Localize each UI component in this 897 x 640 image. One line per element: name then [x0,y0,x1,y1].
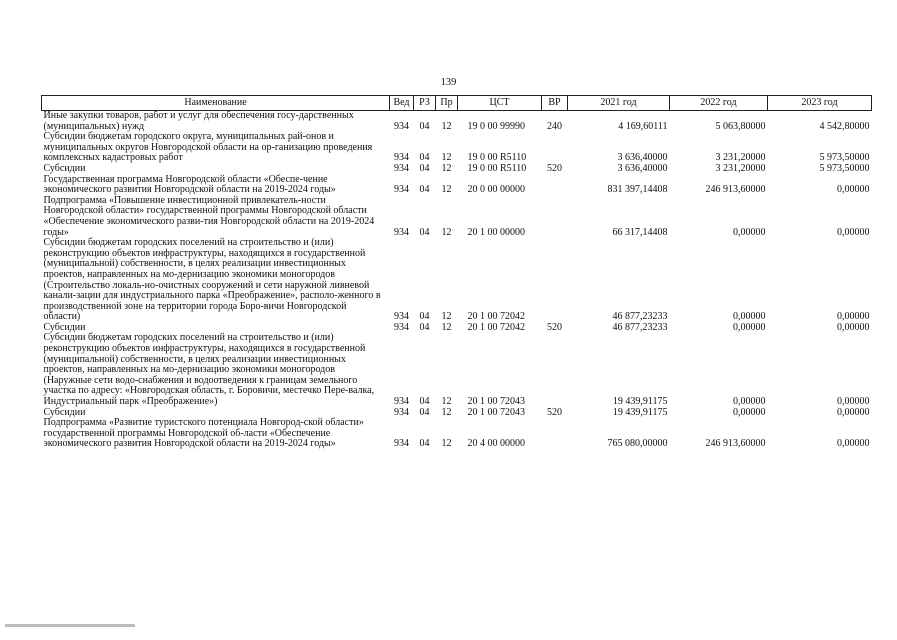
row-ved: 934 [394,311,409,323]
row-amount-2023: 0,00000 [837,438,870,450]
row-rz: 04 [419,184,430,196]
row-pr: 12 [441,162,452,174]
row-amount-2021: 46 877,23233 [612,311,668,323]
row-ved: 934 [394,162,409,174]
row-cst: 19 0 00 R5110 [467,162,527,174]
row-amount-2022: 5 063,80000 [715,120,766,132]
table-row [42,132,872,164]
row-vr [542,333,568,407]
row-amount-2023: 0,00000 [837,226,870,238]
header-2021: 2021 год [568,96,670,111]
row-pr: 12 [441,321,452,333]
row-name: Иные закупки товаров, работ и услуг для обеспечения госу-дарственных (муниципальных) нужд [43,110,354,132]
row-vr: 520 [547,162,562,174]
row-amount-2023: 5 973,50000 [819,162,870,174]
row-amount-2021: 19 439,91175 [612,396,668,408]
table-row [42,175,872,196]
row-amount-2021: 4 169,60111 [618,120,668,132]
header-rz: РЗ [414,96,436,111]
row-ved: 934 [394,184,409,196]
row-ved: 934 [394,152,409,164]
row-pr: 12 [441,120,452,132]
row-cst: 20 1 00 72042 [467,311,525,323]
row-cst: 20 1 00 72043 [467,406,525,418]
row-amount-2022: 0,00000 [733,406,766,418]
row-amount-2022: 3 231,20000 [715,152,766,164]
budget-table [41,95,872,450]
table-row [42,333,872,407]
row-name: Субсидии [43,162,86,174]
row-ved: 934 [394,226,409,238]
row-cst: 20 1 00 72042 [467,321,525,333]
header-pr: Пр [436,96,458,111]
row-ved: 934 [394,396,409,408]
row-amount-2022: 0,00000 [733,321,766,333]
table-row [42,164,872,175]
row-amount-2023: 4 542,80000 [819,120,870,132]
row-pr: 12 [441,396,452,408]
bottom-scan-line [5,624,135,627]
row-cst: 20 1 00 00000 [467,226,525,238]
table-header-row [42,96,872,111]
row-cst: 20 0 00 00000 [467,184,525,196]
row-rz: 04 [419,321,430,333]
row-ved: 934 [394,406,409,418]
row-vr: 520 [547,321,562,333]
row-ved: 934 [394,438,409,450]
row-name: Субсидии бюджетам городских поселений на строительство и (или) реконструкцию объектов инфраструктуры, находящихся в государственной (муниципальной) собственности, в целях реализации инвестиционных проектов, направленных на мо-дернизацию экономики моногородов (Строительство локаль-но-очистных сооружений и сети наружной ливневой канали-зации для индустриального парка «Преображение», располо-женного в производственной зоне на территории города Боро-вичи Новгородской области) [43,237,381,323]
row-pr: 12 [441,184,452,196]
row-vr [542,175,568,196]
row-amount-2022: 246 913,60000 [705,184,766,196]
row-name: Подпрограмма «Повышение инвестиционной привлекатель-ности Новгородской области» государственной программы Новгородской области «Обеспечение экономического разви-тия Новгородской области на 2019-2024 годы» [43,194,375,238]
row-rz: 04 [419,152,430,164]
row-name: Государственная программа Новгородской области «Обеспе-чение экономического развития Новгородской области на 2019-2024 годы» [43,173,336,196]
row-amount-2023: 0,00000 [837,396,870,408]
row-amount-2021: 3 636,40000 [617,152,668,164]
row-name: Субсидии бюджетам городских поселений на строительство и (или) реконструкцию объектов инфраструктуры, находящихся в государственной (муниципальной) собственности, в целях реализации инвестиционных проектов, направленных на мо-дернизацию экономики моногородов (Наружные сети водо-снабжения и водоотведения к границам земельного участка по адресу: «Новгородская область, г. Боровичи, местечко Пере-валка, Индустриальный парк «Преображение») [43,332,375,408]
row-pr: 12 [441,438,452,450]
row-amount-2022: 0,00000 [733,226,766,238]
row-rz: 04 [419,396,430,408]
row-vr [542,418,568,450]
row-pr: 12 [441,406,452,418]
row-amount-2021: 3 636,40000 [617,162,668,174]
table-body [42,111,872,451]
row-rz: 04 [419,311,430,323]
row-amount-2021: 66 317,14408 [612,226,668,238]
row-rz: 04 [419,438,430,450]
row-pr: 12 [441,226,452,238]
row-rz: 04 [419,162,430,174]
row-cst: 19 0 00 R5110 [467,152,527,164]
table-row [42,111,872,133]
row-name: Субсидии бюджетам городского округа, муниципальных рай-онов и муниципальных округов Новгородской области на ор-ганизацию проведения комплексных кадастровых работ [43,131,373,164]
header-2023: 2023 год [768,96,872,111]
row-amount-2023: 0,00000 [837,184,870,196]
page-number: 139 [440,77,457,88]
row-cst: 20 1 00 72043 [467,396,525,408]
row-vr [542,238,568,323]
row-amount-2022: 246 913,60000 [705,438,766,450]
row-amount-2021: 19 439,91175 [612,406,668,418]
row-amount-2023: 0,00000 [837,406,870,418]
header-name: Наименование [42,96,390,111]
row-amount-2021: 46 877,23233 [612,321,668,333]
row-amount-2022: 3 231,20000 [715,162,766,174]
row-vr [542,196,568,238]
table-row [42,196,872,238]
row-amount-2023: 5 973,50000 [819,152,870,164]
row-ved: 934 [394,321,409,333]
header-ved: Вед [390,96,414,111]
row-ved: 934 [394,120,409,132]
table-row [42,238,872,323]
row-pr: 12 [441,152,452,164]
row-name: Субсидии [43,406,86,418]
row-rz: 04 [419,226,430,238]
header-2022: 2022 год [670,96,768,111]
row-amount-2022: 0,00000 [733,396,766,408]
row-vr: 520 [547,406,562,418]
row-amount-2021: 765 080,00000 [607,438,668,450]
header-cst: ЦСТ [458,96,542,111]
row-cst: 19 0 00 99990 [467,120,525,132]
row-rz: 04 [419,406,430,418]
row-vr: 240 [547,120,562,132]
table-row [42,418,872,450]
row-rz: 04 [419,120,430,132]
row-name: Подпрограмма «Развитие туристского потенциала Новгород-ской области» государственной программы Новгородской об-ласти «Обеспечение экономического развития Новгородской области на 2019-2024 годы» [43,417,364,450]
row-amount-2023: 0,00000 [837,311,870,323]
row-cst: 20 4 00 00000 [467,438,525,450]
row-amount-2021: 831 397,14408 [607,184,668,196]
row-name: Субсидии [43,321,86,333]
row-pr: 12 [441,311,452,323]
row-vr [542,132,568,164]
header-vr: ВР [542,96,568,111]
row-amount-2022: 0,00000 [733,311,766,323]
row-amount-2023: 0,00000 [837,321,870,333]
